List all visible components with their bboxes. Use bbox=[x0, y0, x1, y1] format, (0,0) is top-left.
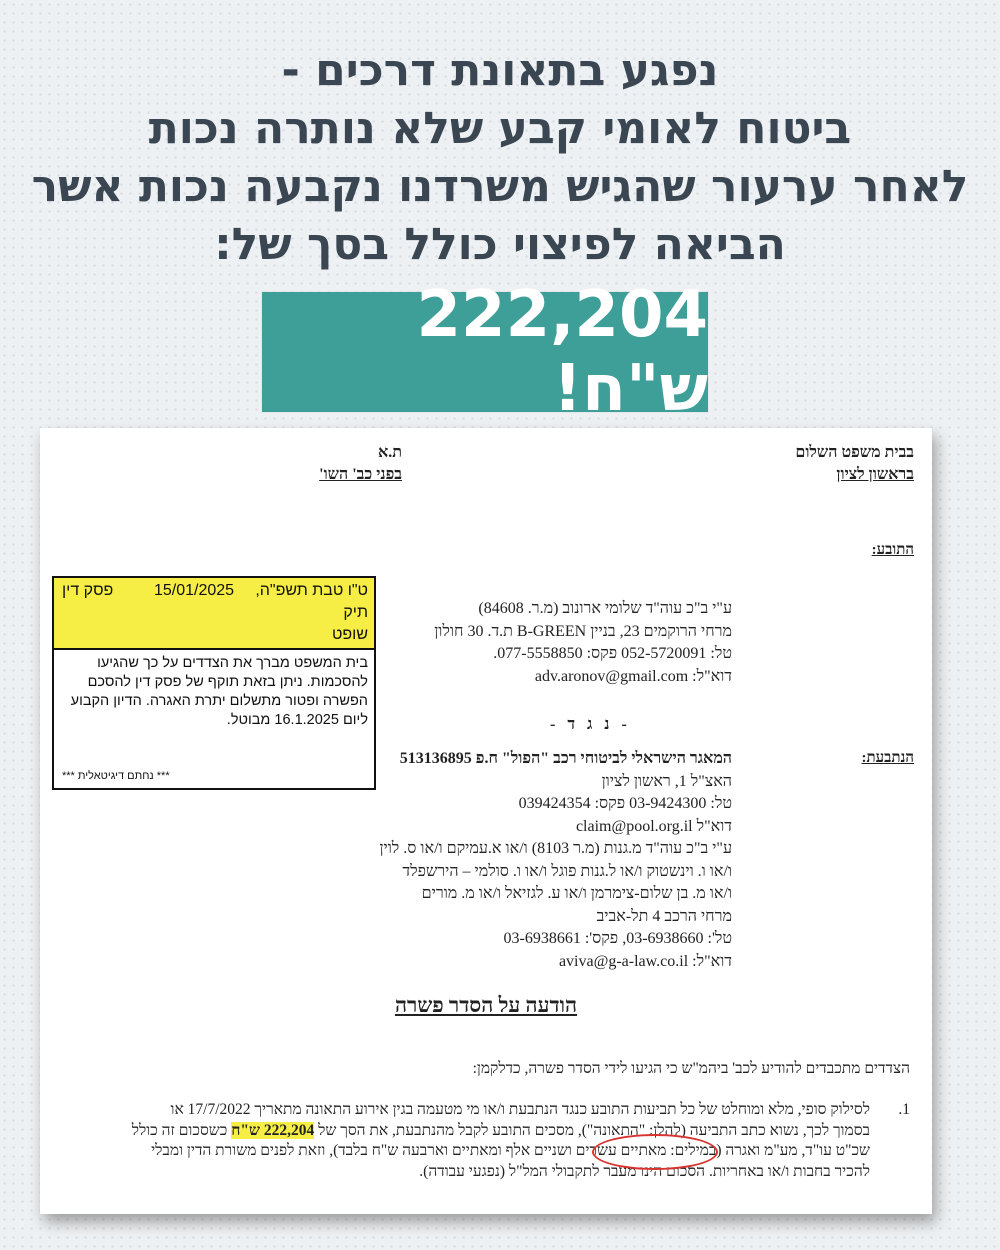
amount-banner-text: 222,204 ש"ח! bbox=[416, 278, 708, 426]
defendant-line: מרחי הרכב 4 תל-אביב bbox=[596, 907, 732, 925]
case-header bbox=[312, 442, 402, 486]
defendant-line: דוא"ל: aviva@g-a-law.co.il bbox=[558, 952, 732, 970]
defendant-line: טל: 03-9424300 פקס: 039424354 bbox=[518, 795, 732, 812]
plaintiff-label: התובע: bbox=[871, 542, 914, 558]
plaintiff-line: ע"י ב"כ עוה"ד שלומי ארונוב (מ.ר. 84608) bbox=[478, 600, 732, 617]
court-line-1: בבית משפט השלום bbox=[795, 444, 914, 461]
headline-line-3: לאחר ערעור שהגיש משרדנו נקבעה נכות אשר bbox=[31, 161, 969, 212]
clause-text-part-1: לסילוק סופי, מלא ומוחלט של כל תביעות התובע כנגד הנתבעת ו/או מי מטעמה בגין אירוע התאונה מתאריך 17/7/2022 או בסמוך לכך, נשוא כתב התביעה (להלן: "התאונה"), מסכים התובע לקבל מהנתבעת, את הסך של bbox=[170, 1101, 870, 1139]
document-intro: הצדדים מתכבדים להודיע לכב' ביהמ"ש כי הגיעו לידי הסדר פשרה, כדלקמן: bbox=[472, 1060, 910, 1077]
headline-line-4: הביאה לפיצוי כולל בסך של: bbox=[214, 219, 786, 270]
defendant-line: ע"י ב"כ עוה"ד מ.גנות (מ.ר 8103) ו/או א.עמיקם ו/או ס. לוין bbox=[379, 840, 732, 857]
clause-number: 1. bbox=[898, 1101, 910, 1118]
court-name bbox=[795, 442, 914, 486]
headline-line-1: נפגע בתאונת דרכים - bbox=[281, 45, 719, 96]
court-line-2: בראשון לציון bbox=[836, 466, 914, 483]
case-line-1: ת.א bbox=[377, 444, 402, 461]
defendant-label: הנתבעת: bbox=[861, 750, 914, 766]
stamp-date-hebrew: ט"ו טבת תשפ"ה, bbox=[255, 582, 368, 599]
stamp-judge-label: שופט bbox=[331, 626, 368, 643]
clause-text-part-2: כשסכום זה כולל שכ"ט עו"ד, מע"מ ואגרה (במילים: מאתיים עשרים ושניים אלף ומאתיים וארבעה ש"ח בלבד), וזאת לפנים משורת הדין ומבלי להכיר בחבות ו/או באחריות. הסכום הינו מעבר לתקבולי המל"ל (נפגעי עבודה). bbox=[131, 1121, 870, 1180]
defendant-line: ו/או ו. וינשטוק ו/או ל.גנות פוגל ו/או ו. סולמי – הירשפלד bbox=[402, 862, 732, 880]
stamp-date: 15/01/2025 bbox=[154, 582, 235, 599]
document-title: הודעה על הסדר פשרה bbox=[394, 993, 578, 1017]
stamp-body: בית המשפט מברך את הצדדים על כך שהגיעו להסכמות. ניתן בזאת תוקף של פסק דין להסכם הפשרה ופטור מתשלום יתרת האגרה. הדיון הקבוע ליום 16.1.2025 מבוטל. bbox=[70, 655, 368, 728]
headline bbox=[0, 42, 1000, 274]
clause-amount-highlight: 222,204 ש"ח bbox=[231, 1121, 315, 1139]
defendant-line: דוא"ל claim@pool.org.il bbox=[575, 817, 732, 835]
headline-line-2: ביטוח לאומי קבע שלא נותרה נכות bbox=[148, 103, 852, 154]
stamp-case-label: תיק bbox=[343, 604, 368, 621]
plaintiff-line: מרחי הרוקמים 23, בניין B-GREEN ת.ד. 30 חולון bbox=[434, 622, 732, 640]
court-document bbox=[40, 428, 932, 1214]
stamp-ruling-label: פסק דין bbox=[62, 582, 114, 599]
versus-label: - נ ג ד - bbox=[550, 716, 631, 733]
plaintiff-line: דוא"ל: adv.aronov@gmail.com bbox=[534, 667, 732, 685]
defendant-line: טל': 03-6938660, פקס': 03-6938661 bbox=[503, 930, 732, 947]
clause-text bbox=[130, 1100, 870, 1182]
defendant-details bbox=[379, 748, 732, 973]
settlement-clause bbox=[130, 1100, 910, 1182]
stamp-header bbox=[54, 578, 374, 650]
amount-banner bbox=[262, 278, 708, 426]
plaintiff-line: טל: 052-5720091 פקס: 077-5558850. bbox=[493, 645, 732, 662]
defendant-line: המאגר הישראלי לביטוחי רכב "הפול" ח.פ 513136895 bbox=[399, 750, 732, 767]
court-ruling-stamp bbox=[52, 576, 376, 790]
defendant-line: האצ"ל 1, ראשון לציון bbox=[601, 772, 732, 790]
plaintiff-details bbox=[434, 598, 732, 688]
amount-circle-annotation bbox=[592, 1134, 718, 1170]
defendant-line: ו/או מ. בן שלום-צימרמן ו/או ע. לגזיאל ו/או מ. מורים bbox=[421, 885, 732, 902]
stamp-signature: *** נחתם דיגיטאלית *** bbox=[62, 770, 170, 782]
case-line-2: בפני כב' השו' bbox=[319, 466, 402, 483]
